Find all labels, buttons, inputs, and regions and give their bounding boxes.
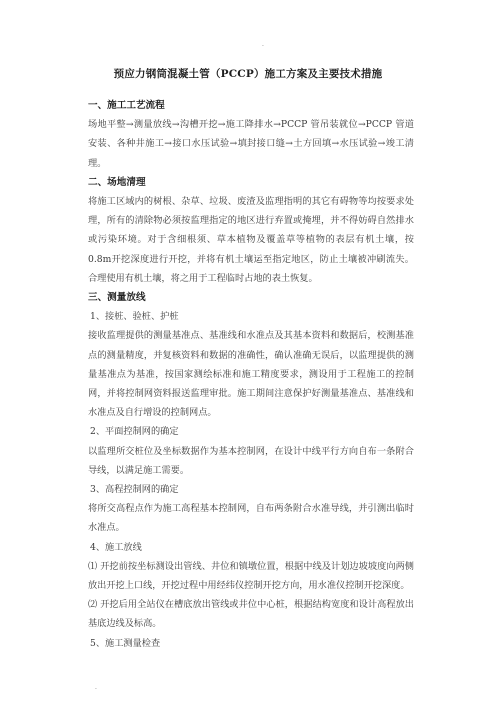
layout-item-2: ⑵ 开挖后用全站仪在槽底放出管线或井位中心桩，根据结构宽度和设计高程放出基底边线及标高。	[88, 599, 414, 630]
document-title: 预应力钢筒混凝土管（PCCP）施工方案及主要技术措施	[113, 68, 383, 80]
section-heading-process: 一、施工工艺流程	[88, 100, 165, 111]
subsection-text-stakes: 接收监理提供的测量基准点、基准线和水准点及其基本资料和数据后，校测基准点的测量精度，并复核资料和数据的准确性，确认准确无误后，以监理提供的测量基准点为基准，按国家测绘标准和施工精度要求，测设用于工程施工的控制网，并将控制网资料报送监理审批。施工期间注意保护好测量基准点、基准线和水准点及自行增设的控制网点。	[88, 330, 414, 419]
section-text-process: 场地平整→测量放线→沟槽开挖→施工降排水→PCCP 管吊装就位→PCCP 管道安装、各种井施工→接口水压试验→填封接口缝→土方回填→水压试验→竣工清理。	[88, 119, 414, 169]
section-text-site-clearing: 将施工区域内的树根、杂草、垃圾、废渣及监理指明的其它有碍物等均按要求处理，所有的清除物必须按监理指定的地区进行弃置或掩埋，并不得妨碍自然排水或污染环境。对于含细根须、草本植物及覆盖草等植物的表层有机土壤，按 0.8m开挖深度进行开挖，并将有机土壤运至指定地区，防止土壤被冲刷流失。合理使用有机土壤，将之用于工程临时占地的表土恢复。	[88, 196, 414, 284]
subsection-title-stakes: 1、接桩、验桩、护桩	[90, 311, 179, 323]
subsection-text-elevation-control: 将所交高程点作为施工高程基本控制网，自布两条附合水准导线，并引测出临时水准点。	[88, 503, 414, 534]
subsection-title-layout: 4、施工放线	[90, 541, 142, 553]
subsection-title-survey-check: 5、施工测量检查	[90, 637, 161, 649]
subsection-title-plane-control: 2、平面控制网的确定	[90, 426, 179, 438]
section-heading-site-clearing: 二、场地清理	[88, 176, 146, 188]
footer-mark: .	[95, 684, 97, 691]
header-mark: .	[262, 41, 264, 48]
section-heading-survey: 三、测量放线	[88, 292, 146, 304]
document-body	[88, 96, 414, 653]
subsection-title-elevation-control: 3、高程控制网的确定	[90, 484, 179, 496]
subsection-text-plane-control: 以监理所交桩位及坐标数据作为基本控制网，在设计中线平行方向自布一条附合导线，以满足施工需要。	[88, 445, 414, 476]
layout-item-1: ⑴ 开挖前按坐标测设出管线、井位和镇墩位置，根据中线及计划边坡坡度向两侧放出开挖上口线，开挖过程中用经纬仪控制开挖方向，用水准仪控制开挖深度。	[88, 560, 414, 592]
